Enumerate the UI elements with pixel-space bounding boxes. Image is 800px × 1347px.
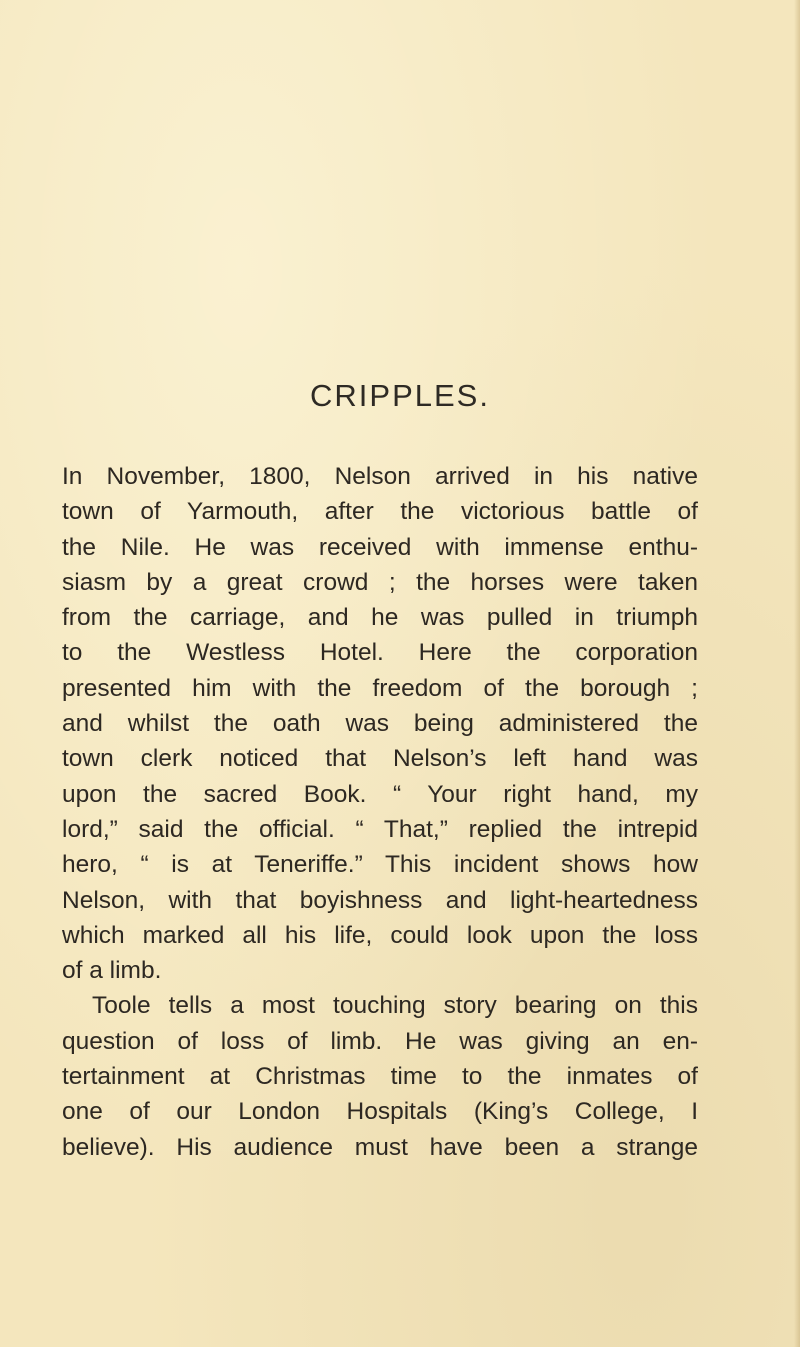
text-line: town of Yarmouth, after the victorious battle of (62, 498, 698, 526)
chapter-title: CRIPPLES. (310, 378, 490, 413)
text-line: town clerk noticed that Nelson’s left hand was (62, 745, 698, 773)
text-line: one of our London Hospitals (King’s College, I (62, 1098, 698, 1126)
text-line: Nelson, with that boyishness and light-heartedness (62, 886, 698, 914)
text-line: and whilst the oath was being administered the (62, 710, 698, 738)
text-line: to the Westless Hotel. Here the corporation (62, 639, 698, 667)
text-line: hero, “ is at Teneriffe.” This incident shows how (62, 851, 698, 879)
text-line: tertainment at Christmas time to the inmates of (62, 1063, 698, 1091)
text-line: presented him with the freedom of the borough ; (62, 674, 698, 702)
text-line: In November, 1800, Nelson arrived in his native (62, 463, 698, 490)
text-line: upon the sacred Book. “ Your right hand, my (62, 780, 698, 808)
text-line: siasm by a great crowd ; the horses were taken (62, 568, 698, 596)
text-line: lord,” said the official. “ That,” replied the intrepid (62, 815, 698, 843)
text-line: Toole tells a most touching story bearing on this (92, 992, 698, 1020)
text-line: which marked all his life, could look upon the loss (62, 921, 698, 949)
text-line: the Nile. He was received with immense enthu- (62, 533, 698, 561)
text-line: from the carriage, and he was pulled in triumph (62, 604, 698, 632)
text-line: of a limb. (62, 957, 162, 985)
text-line: question of loss of limb. He was giving an en- (62, 1027, 698, 1055)
body-text (62, 459, 698, 1165)
text-line: believe). His audience must have been a strange (62, 1133, 698, 1161)
page-edge-shadow (794, 0, 800, 1347)
